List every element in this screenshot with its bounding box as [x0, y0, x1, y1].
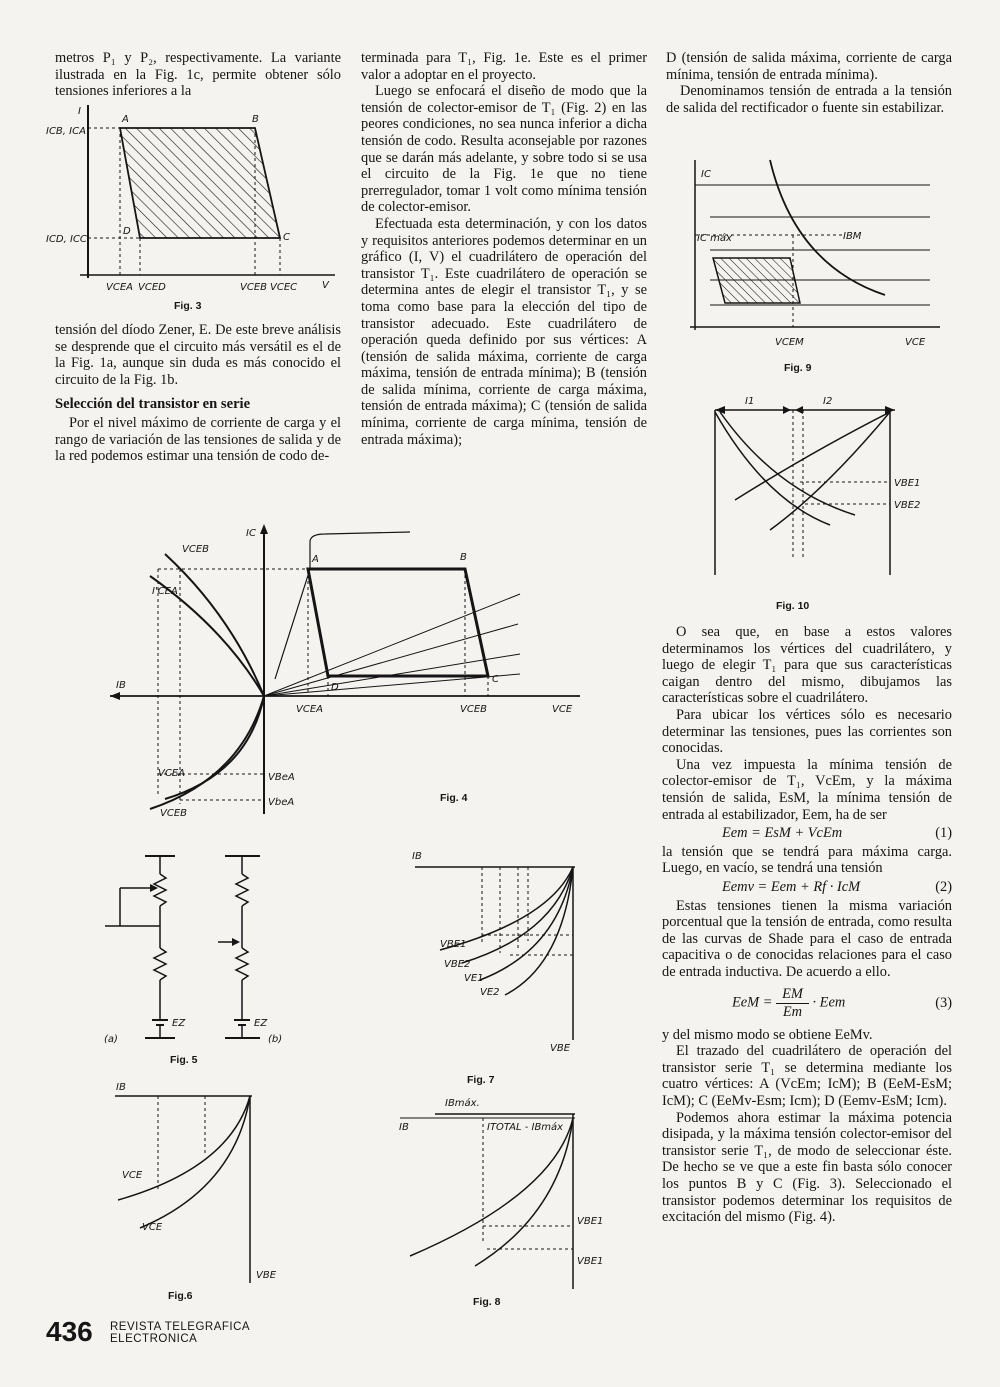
page-number: 436: [46, 1316, 93, 1347]
curve-label: VBE1: [440, 939, 467, 950]
magazine-name: REVISTA TELEGRAFICA ELECTRONICA: [110, 1321, 251, 1345]
paragraph: Luego se enfocará el diseño de modo que la tensión de colector-emisor de T₁ (Fig. 2) en las peores condiciones, no sea nunca inferior a dicha tensión de codo. Resulta aconsejable por razones que se darán más adelante, y sobre todo si se usa el circuito de la Fig. 1e que no tiene prerregulador, tomar 1 volt como mínima tensión de colector-emisor.: [361, 83, 647, 216]
column-1-mid: [55, 322, 341, 465]
axis-label: VCE: [552, 704, 573, 715]
curve-label: VbeA: [268, 797, 295, 808]
section-heading: Selección del transistor en serie: [55, 396, 251, 413]
vertex-label: A: [122, 114, 129, 125]
curve-label: VE2: [480, 987, 500, 998]
curve-label: VBE1: [577, 1216, 604, 1227]
vertex-label: C: [283, 232, 290, 243]
label: (b): [268, 1034, 283, 1045]
curve-label: VE1: [464, 973, 484, 984]
axis-label: VCE: [905, 337, 926, 348]
vertex-label: B: [252, 114, 259, 125]
figure-7: [410, 845, 590, 1060]
axis-label: ICD, ICC: [46, 234, 87, 245]
curve-label: VCEB: [160, 808, 188, 819]
paragraph: Por el nivel máximo de corriente de carga y el rango de variación de las tensiones de salida y de la red podemos estimar una tensión de codo de-: [55, 414, 341, 465]
caption-fig-4: Fig. 4: [440, 792, 468, 804]
paragraph: tensión del díodo Zener, E. De este breve análisis se desprende que el circuito más versátil es el de la Fig. 1a, aunque sin duda es más conocido el circuito de la Fig. 1b.: [55, 322, 341, 388]
label: I2: [823, 396, 833, 407]
label: I1: [745, 396, 755, 407]
curve-label: IBM: [843, 231, 862, 242]
axis-label: IB: [412, 851, 422, 862]
curve-label: VBE1: [577, 1256, 604, 1267]
axis-label: IBmáx.: [445, 1098, 480, 1109]
caption-fig-7: Fig. 7: [467, 1074, 495, 1086]
caption-fig-3: Fig. 3: [174, 300, 202, 312]
paragraph: Efectuada esta determinación, y con los datos y requisitos anteriores podemos determinar en un gráfico (I, V) el cuadrilátero de operación del transistor T₁. Este cuadrilátero de operación se determina antes de elegir el transistor T₁, y se toma como base para la elección del tipo de transistor adecuado. Este cuadrilátero de operación queda definido por sus vértices: A (tensión de salida máxima, corriente de carga máxima, tensión de entrada mínima); B (tensión de salida mínima, corriente de carga máxima, tensión de entrada máxima); C (tensión de salida mínima, corriente de carga mínima, tensión de entrada máxima);: [361, 215, 647, 448]
paragraph: la tensión que se tendrá para máxima carga. Luego, en vacío, se tendrá una tensión: [662, 843, 952, 877]
vertex-label: A: [312, 554, 319, 565]
tick-label: V: [322, 280, 329, 291]
curve-label: VBE2: [894, 500, 921, 511]
axis-label: ICB, ICA: [46, 126, 86, 137]
curve-label: I'CEA: [152, 586, 178, 597]
paragraph: terminada para T₁, Fig. 1e. Este es el primer valor a adoptar en el proyecto.: [361, 50, 647, 83]
caption-fig-6: Fig.6: [168, 1290, 193, 1302]
paragraph: D (tensión de salida máxima, corriente de carga mínima, tensión de entrada mínima).: [666, 50, 952, 83]
label: EZ: [172, 1018, 186, 1029]
paragraph: metros P₁ y P₂, respectivamente. La variante ilustrada en la Fig. 1c, permite obtener sólo tensiones inferiores a la: [55, 50, 341, 100]
column-1-top: [55, 50, 341, 100]
paragraph: Denominamos tensión de entrada a la tensión de salida del rectificador o fuente sin estabilizar.: [666, 83, 952, 116]
label: EZ: [254, 1018, 268, 1029]
figure-10: [705, 390, 945, 590]
paragraph: Para ubicar los vértices sólo es necesario determinar las tensiones, pues las corrientes son conocidas.: [662, 706, 952, 757]
curve-label: VCE: [142, 1222, 163, 1233]
tick-label: VCEC: [270, 282, 298, 293]
curve-label: VCEB: [182, 544, 210, 555]
axis-label: IC: [701, 169, 711, 180]
axis-label: IC: [246, 528, 256, 539]
paragraph: Estas tensiones tienen la misma variación porcentual que la tensión de entrada, como resulta de las curvas de Shade para el caso de entrada capacitiva o de conocidas relaciones para el caso de entrada inductiva. De acuerdo a ello.: [662, 897, 952, 980]
caption-fig-10: Fig. 10: [776, 600, 810, 612]
figure-9: [685, 155, 945, 355]
curve-label: VCEA: [158, 768, 185, 779]
axis-label: IB: [116, 680, 126, 691]
caption-fig-5: Fig. 5: [170, 1054, 198, 1066]
caption-fig-9: Fig. 9: [784, 362, 812, 374]
equation-2: Eemv = Eem + Rf · IcM (2): [722, 878, 952, 895]
axis-label: ITOTAL - IBmáx: [487, 1122, 564, 1133]
tick-label: VCEA: [296, 704, 323, 715]
paragraph: El trazado del cuadrilátero de operación del transistor serie T₁ se determina mediante los cuatro vértices: A (VcEm; IcM); B (EeM-EsM; IcM); C (EeMv-Esm; Icm); D (Eemv-EsM; Icm).: [662, 1043, 952, 1110]
curve-label: VCE: [122, 1170, 143, 1181]
tick-label: VCEB: [240, 282, 268, 293]
axis-label: VBE: [550, 1043, 571, 1054]
tick-label: VCEM: [775, 337, 804, 348]
vertex-label: B: [460, 552, 467, 563]
figure-5: [100, 848, 283, 1048]
column-2: [361, 50, 647, 448]
tick-label: VCEA: [106, 282, 133, 293]
paragraph: y del mismo modo se obtiene EeMv.: [662, 1026, 873, 1043]
caption-fig-8: Fig. 8: [473, 1296, 501, 1308]
axis-label: IB: [399, 1122, 409, 1133]
tick-label: VCEB: [460, 704, 488, 715]
column-3-bottom: [662, 624, 952, 1226]
figure-8: [395, 1094, 604, 1294]
figure-6: [110, 1078, 290, 1288]
axis-label: IC máx: [697, 233, 732, 244]
axis-label: I: [78, 106, 81, 117]
equation-3: EeM = $\frac{EM}{Em}$ · Eem (3): [732, 986, 952, 1021]
figure-4: [110, 524, 590, 824]
equation-1: Eem = EsM + VcEm (1): [722, 825, 952, 842]
label: (a): [104, 1034, 118, 1045]
vertex-label: C: [492, 674, 499, 685]
tick-label: VCED: [138, 282, 166, 293]
column-3-top: [666, 50, 952, 116]
paragraph: O sea que, en base a estos valores determinamos los vértices del cuadrilátero, y luego de elegir T₁ para que sus características caigan dentro del mismo, dibujamos las características sobre el cuadrilátero.: [662, 624, 952, 707]
axis-label: IB: [116, 1082, 126, 1093]
vertex-label: D: [123, 226, 131, 237]
axis-label: VBE: [256, 1270, 277, 1281]
curve-label: VBeA: [268, 772, 295, 783]
vertex-label: D: [331, 682, 339, 693]
figure-3: [40, 100, 340, 300]
paragraph: Podemos ahora estimar la máxima potencia disipada, y la máxima tensión colector-emisor del transistor serie T₁, de modo de seleccionar éste. De hecho se ve que a este fin basta sólo conocer los puntos B y C (Fig. 3). Seleccionado el transistor podemos determinar los requisitos de excitación del mismo (Fig. 4).: [662, 1109, 952, 1226]
curve-label: VBE1: [894, 478, 921, 489]
paragraph: Una vez impuesta la mínima tensión de colector-emisor de T₁, VcEm, y la máxima tensión de salida, EsM, la mínima tensión de entrada al estabilizador, Eem, ha de ser: [662, 756, 952, 823]
curve-label: VBE2: [444, 959, 471, 970]
